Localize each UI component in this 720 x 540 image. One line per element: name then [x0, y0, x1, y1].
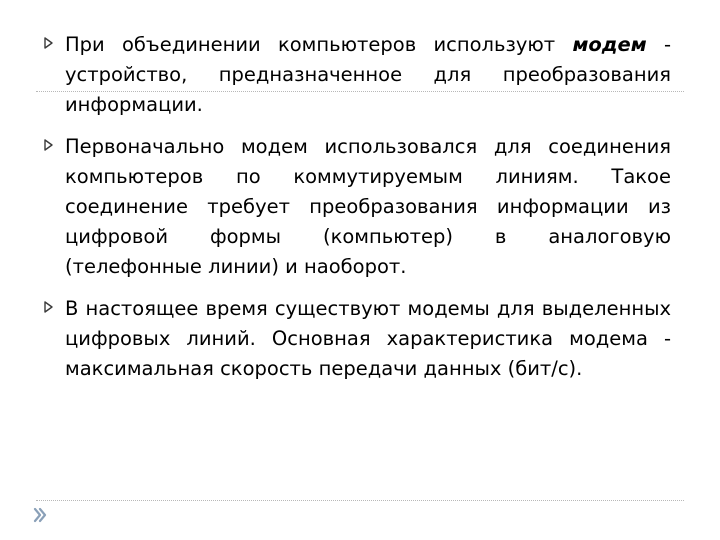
bullet-text-part: При объединении компьютеров используют [65, 33, 573, 56]
bullet-text [65, 30, 671, 120]
triangle-right-icon [44, 30, 65, 49]
chevron-double-right-icon[interactable] [32, 507, 48, 527]
triangle-right-icon [44, 132, 65, 151]
bullet-text-part: - устройство, предназначенное для преобразования информации. [65, 33, 671, 116]
bullet-item [44, 294, 671, 384]
bullet-text: Первоначально модем использовался для соединения компьютеров по коммутируемым линиям. Такое соединение требует преобразования информации из цифровой формы (компьютер) в аналоговую (телефонные линии) и наоборот. [65, 135, 671, 278]
term-modem: модем [572, 33, 647, 56]
bottom-divider [36, 500, 684, 501]
triangle-right-icon [44, 294, 65, 313]
slide-bullet-list [44, 30, 671, 396]
bullet-text: В настоящее время существуют модемы для выделенных цифровых линий. Основная характеристика модема - максимальная скорость передачи данных (бит/с). [65, 297, 671, 380]
bullet-item [44, 132, 671, 282]
bullet-item [44, 30, 671, 120]
